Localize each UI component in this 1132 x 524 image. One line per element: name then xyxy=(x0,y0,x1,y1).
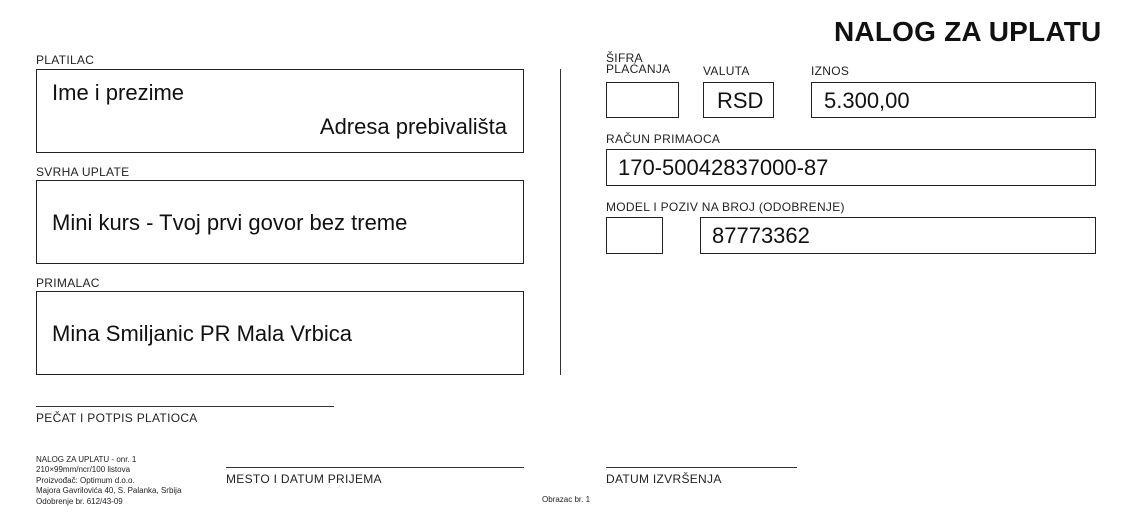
purpose-field[interactable] xyxy=(36,180,524,264)
form-number: Obrazac br. 1 xyxy=(542,495,591,504)
reference-number-value: 87773362 xyxy=(712,223,810,248)
payer-name: Ime i prezime xyxy=(52,80,185,105)
currency-label: VALUTA xyxy=(703,64,750,78)
payment-code-label xyxy=(606,53,670,75)
execution-date-line xyxy=(606,467,797,468)
purpose-value: Mini kurs - Tvoj prvi govor bez treme xyxy=(52,210,408,235)
payer-field[interactable] xyxy=(36,69,524,153)
printer-info-line: Majora Gavrilovića 40, S. Palanka, Srbija xyxy=(36,486,182,496)
purpose-label: SVRHA UPLATE xyxy=(36,165,130,179)
printer-info-line: Odobrenje br. 612/43-09 xyxy=(36,496,123,506)
payment-code-label-line1: ŠIFRA xyxy=(606,51,643,65)
execution-date-label: DATUM IZVRŠENJA xyxy=(606,472,722,486)
printer-info-line: Proizvođač: Optimum d.o.o. xyxy=(36,475,135,485)
payer-label: PLATILAC xyxy=(36,53,95,67)
payment-code-label-line2: PLAĆANJA xyxy=(606,62,671,76)
place-date-line xyxy=(226,467,524,468)
payer-address: Adresa prebivališta xyxy=(319,114,507,139)
currency-value: RSD xyxy=(717,88,764,113)
printer-info-line: NALOG ZA UPLATU - onr. 1 xyxy=(36,455,137,464)
amount-value: 5.300,00 xyxy=(824,88,910,113)
column-divider xyxy=(560,69,561,375)
amount-field[interactable] xyxy=(811,82,1096,118)
signature-line xyxy=(36,406,334,407)
form-title: NALOG ZA UPLATU xyxy=(834,16,1102,47)
currency-field[interactable] xyxy=(703,82,774,118)
reference-number-field[interactable] xyxy=(700,217,1096,254)
account-field[interactable] xyxy=(606,149,1096,186)
printer-info xyxy=(36,455,181,507)
reference-label: MODEL I POZIV NA BROJ (ODOBRENJE) xyxy=(606,200,845,214)
recipient-label: PRIMALAC xyxy=(36,276,100,290)
recipient-value: Mina Smiljanic PR Mala Vrbica xyxy=(52,321,352,346)
payment-code-field[interactable] xyxy=(606,82,679,118)
signature-label: PEČAT I POTPIS PLATIOCA xyxy=(36,411,198,425)
place-date-label: MESTO I DATUM PRIJEMA xyxy=(226,472,382,486)
recipient-field[interactable] xyxy=(36,291,524,375)
account-label: RAČUN PRIMAOCA xyxy=(606,132,721,146)
account-value: 170-50042837000-87 xyxy=(618,155,829,180)
printer-info-line: 210×99mm/ncr/100 listova xyxy=(36,465,131,475)
reference-model-field[interactable] xyxy=(606,217,663,254)
amount-label: IZNOS xyxy=(811,64,850,78)
